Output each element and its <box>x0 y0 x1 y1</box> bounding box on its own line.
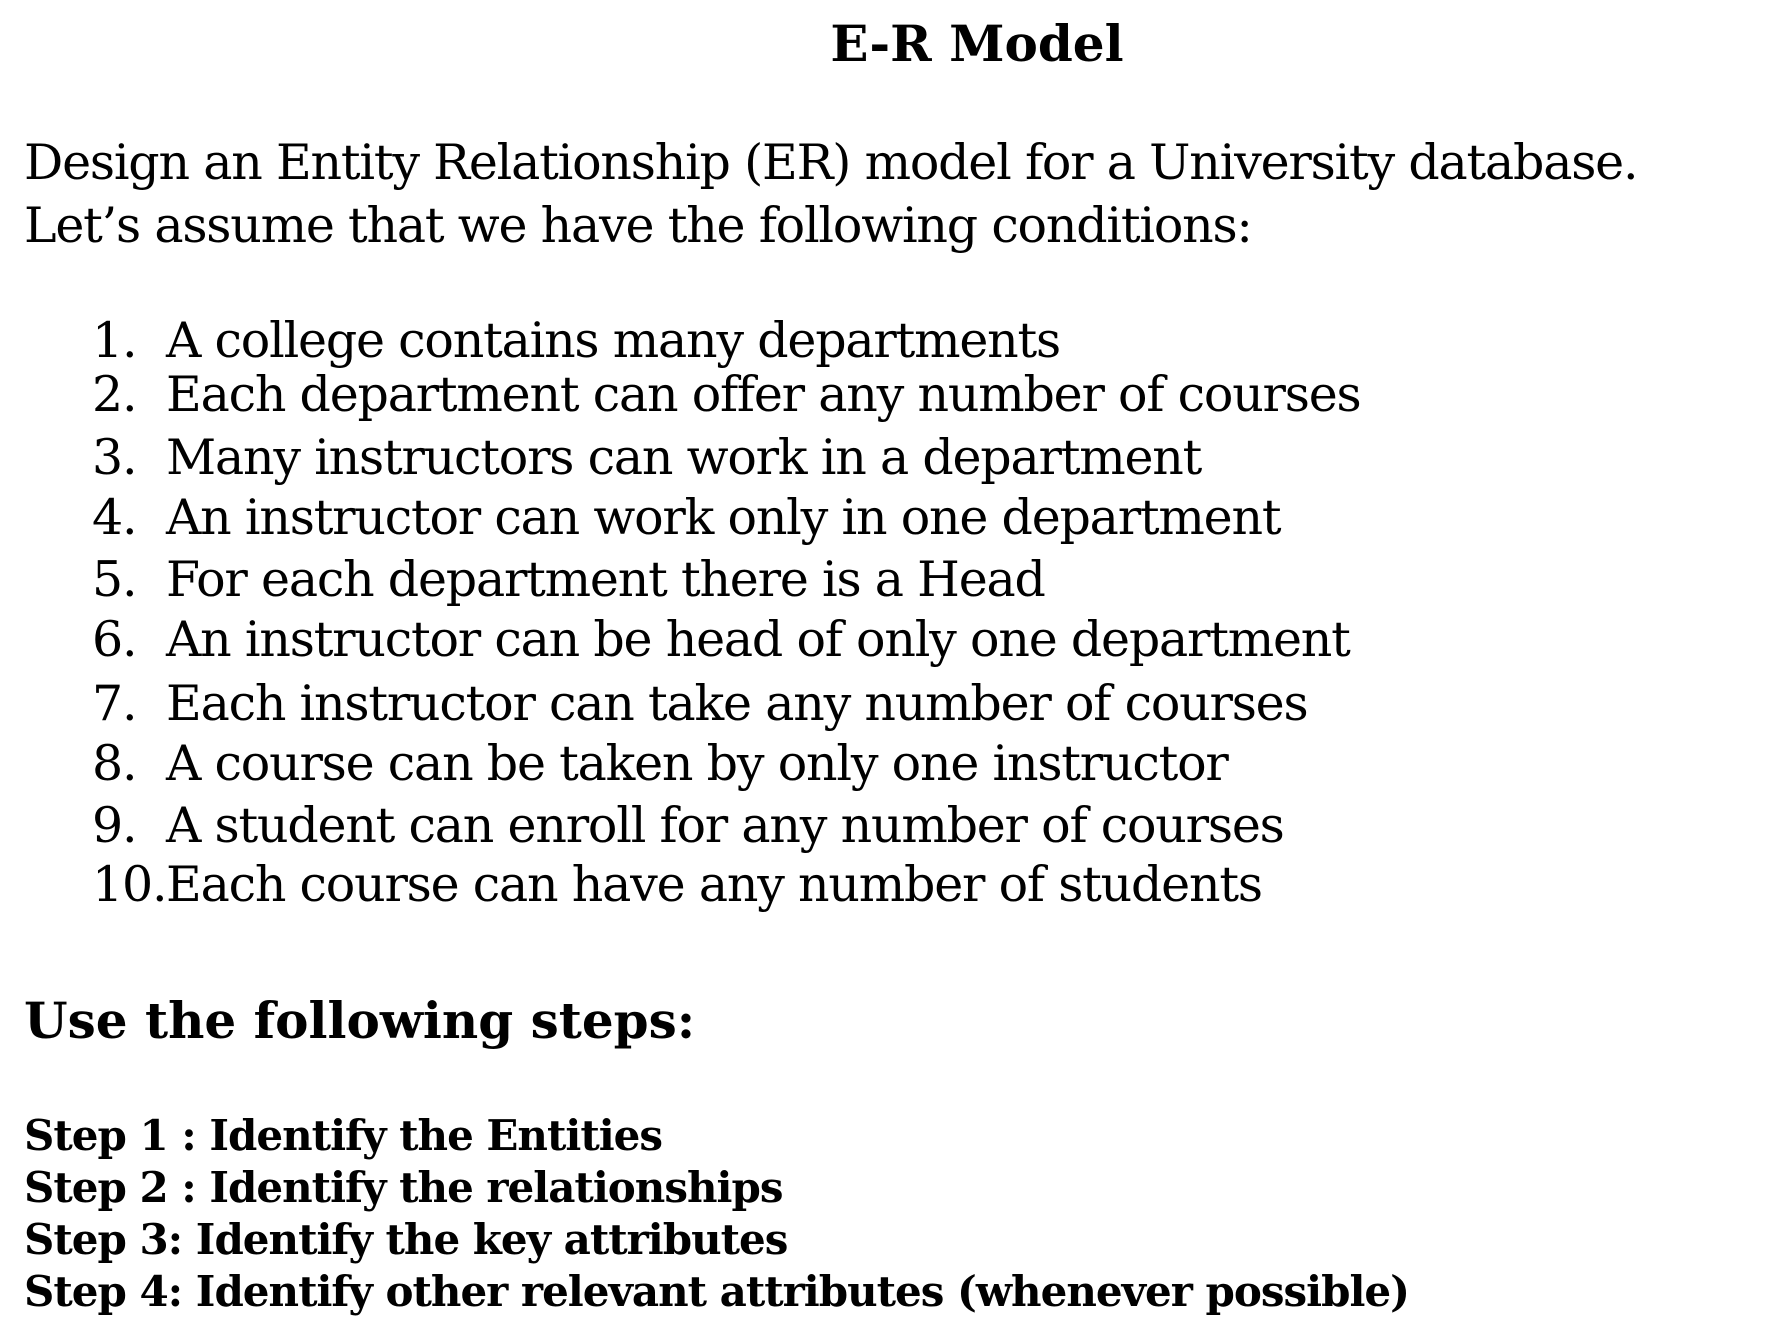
condition-text: A college contains many departments <box>166 312 1060 369</box>
condition-text: Each instructor can take any number of courses <box>166 675 1308 732</box>
step-item: Step 1 : Identify the Entities <box>24 1111 663 1160</box>
condition-number: 5. <box>92 551 137 608</box>
condition-item <box>92 795 1284 857</box>
condition-item <box>92 733 1228 795</box>
condition-item <box>92 487 1280 549</box>
condition-number: 10. <box>92 856 167 913</box>
steps-heading: Use the following steps: <box>24 991 696 1050</box>
condition-text: Many instructors can work in a department <box>166 429 1202 486</box>
condition-number: 9. <box>92 797 137 854</box>
intro-paragraph: Design an Entity Relationship (ER) model for a University database. Let’s assume that we have the following conditions: <box>24 134 1638 254</box>
condition-item <box>92 609 1350 671</box>
condition-number: 3. <box>92 429 137 486</box>
condition-number: 1. <box>92 312 137 369</box>
condition-text: Each department can offer any number of courses <box>166 366 1361 423</box>
condition-item <box>92 854 1262 916</box>
condition-number: 7. <box>92 675 137 732</box>
step-item: Step 4: Identify other relevant attributes (whenever possible) <box>24 1267 1409 1316</box>
condition-item <box>92 549 1045 611</box>
step-item: Step 2 : Identify the relationships <box>24 1163 783 1212</box>
condition-number: 4. <box>92 489 137 546</box>
condition-number: 2. <box>92 366 137 423</box>
condition-text: An instructor can be head of only one department <box>166 611 1350 668</box>
condition-number: 8. <box>92 735 137 792</box>
condition-item <box>92 310 1060 372</box>
condition-item <box>92 427 1201 489</box>
page-title: E-R Model <box>830 14 1124 73</box>
condition-text: Each course can have any number of students <box>166 856 1262 913</box>
condition-text: An instructor can work only in one department <box>166 489 1281 546</box>
condition-item <box>92 364 1360 426</box>
condition-number: 6. <box>92 611 137 668</box>
condition-text: A student can enroll for any number of courses <box>166 797 1284 854</box>
condition-text: A course can be taken by only one instructor <box>166 735 1228 792</box>
step-item: Step 3: Identify the key attributes <box>24 1215 788 1264</box>
condition-item <box>92 673 1307 735</box>
condition-text: For each department there is a Head <box>166 551 1045 608</box>
